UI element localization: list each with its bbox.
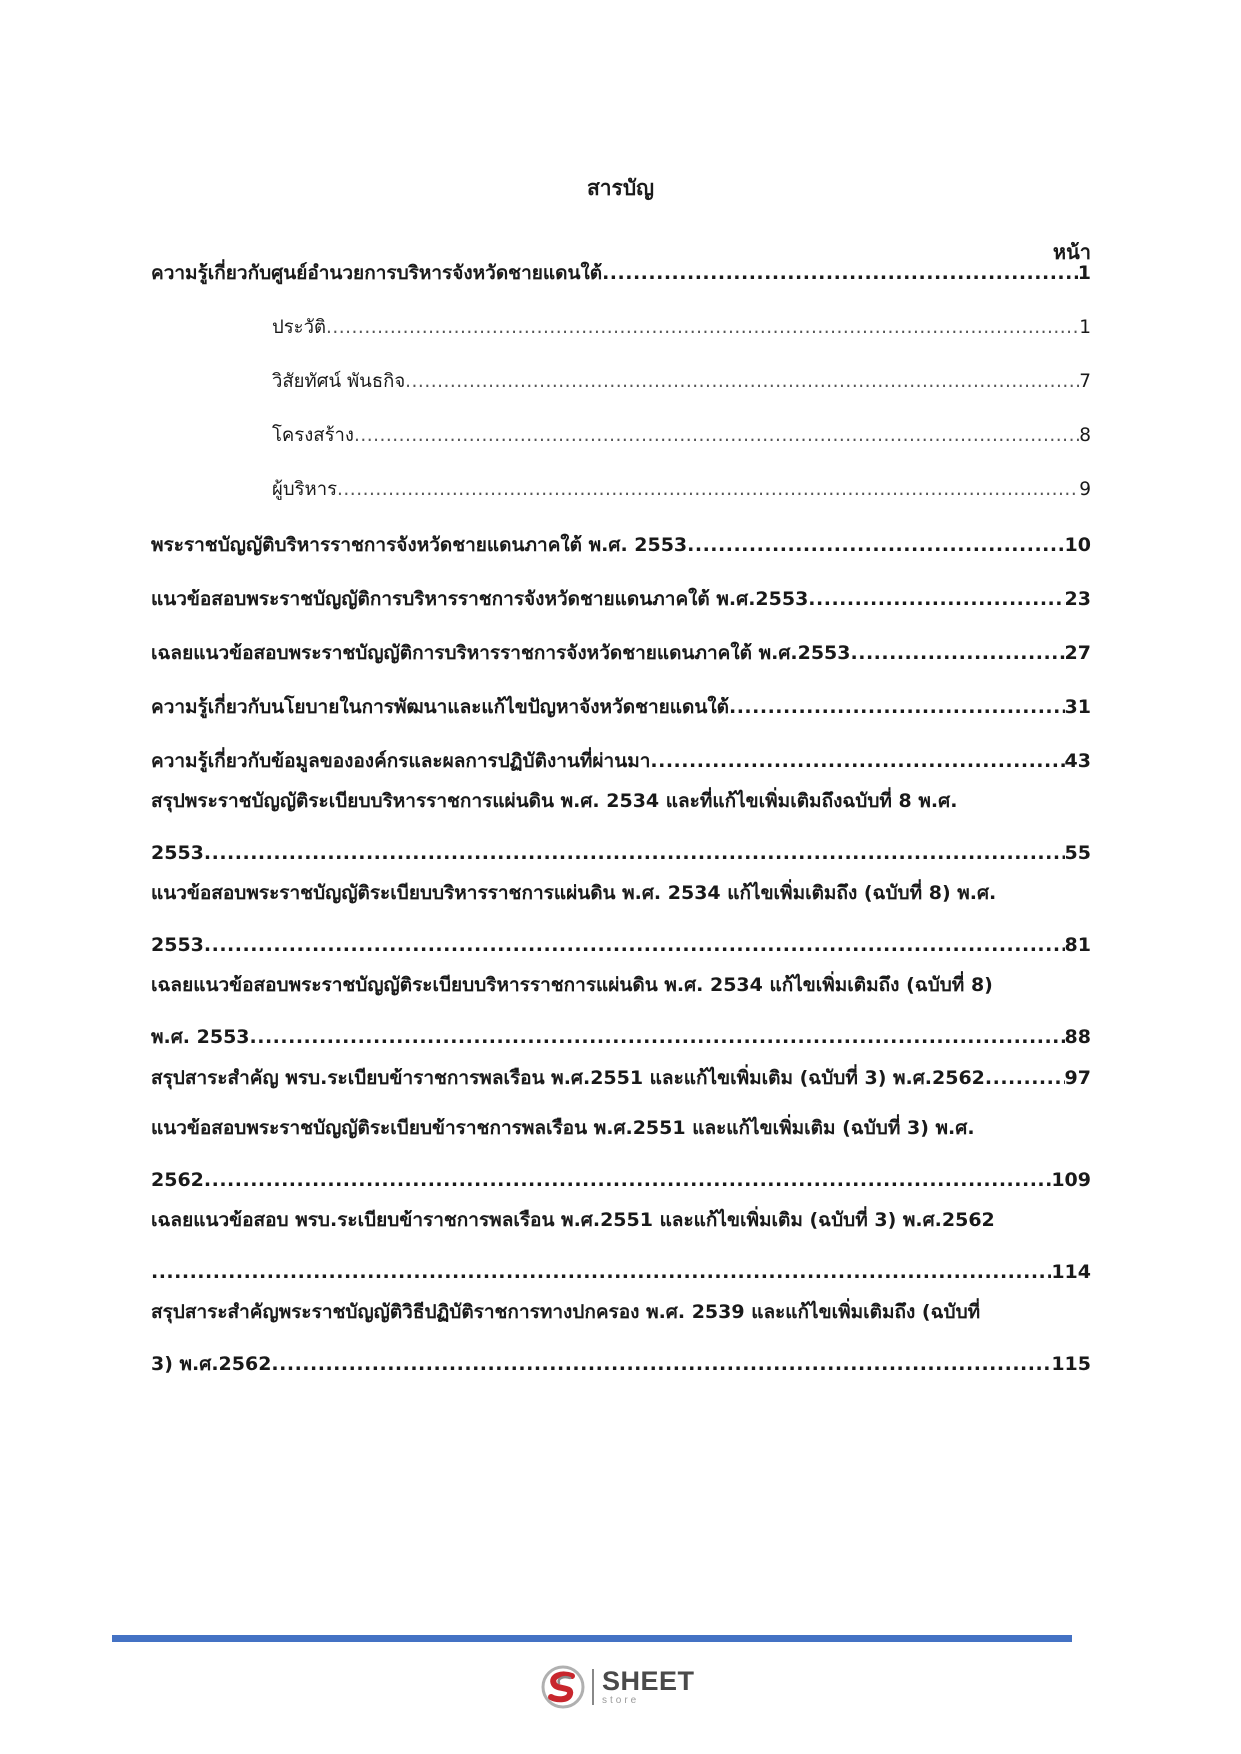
toc-entry-line (151, 930, 1091, 960)
toc-entry[interactable] (272, 313, 1091, 343)
toc-entry-line (151, 786, 1091, 816)
toc-page-number: 97 (1064, 1067, 1091, 1089)
toc-entry-text: ความรู้เกี่ยวกับศูนย์อำนวยการบริหารจังหวัดชายแดนใต้ (151, 262, 603, 284)
toc-entry-line (151, 1063, 1091, 1093)
toc-leader-dots (354, 421, 1079, 451)
logo-sub-text: store (602, 1695, 640, 1706)
logo-main-text: SHEET (602, 1666, 695, 1696)
toc-entry[interactable] (272, 367, 1091, 397)
toc-leader-dots (204, 930, 1065, 960)
toc-entry-line (272, 421, 1091, 451)
toc-entry-line (151, 1205, 1091, 1235)
toc-entry-line (151, 1113, 1091, 1143)
toc-entry-line (272, 367, 1091, 397)
toc-entry[interactable] (151, 970, 1091, 1052)
toc-page-number: 8 (1079, 425, 1091, 446)
toc-page-number: 115 (1051, 1353, 1091, 1375)
toc-entry[interactable] (151, 258, 1091, 288)
toc-leader-dots (151, 1257, 1051, 1287)
toc-leader-dots (271, 1349, 1051, 1379)
toc-entry-line (151, 638, 1091, 668)
toc-entry-text: 2562 (151, 1169, 204, 1191)
toc-leader-dots (985, 1063, 1065, 1093)
toc-entry-text: แนวข้อสอบพระราชบัญญัติระเบียบข้าราชการพลเรือน พ.ศ.2551 และแก้ไขเพิ่มเติม (ฉบับที่ 3) พ.ศ. (151, 1117, 975, 1139)
page-column-header: หน้า (1052, 240, 1091, 264)
toc-entry[interactable] (151, 786, 1091, 868)
toc-leader-dots (602, 258, 1078, 288)
toc-leader-dots (204, 1165, 1051, 1195)
toc-leader-dots (405, 367, 1079, 397)
toc-entry[interactable] (151, 692, 1091, 722)
toc-entry-line (151, 692, 1091, 722)
toc-page-number: 43 (1064, 750, 1091, 772)
toc-entry-line (151, 838, 1091, 868)
toc-entry-text: ประวัติ (272, 317, 327, 338)
toc-entry-text: เฉลยแนวข้อสอบพระราชบัญญัติระเบียบบริหารราชการแผ่นดิน พ.ศ. 2534 แก้ไขเพิ่มเติมถึง (ฉบับที่ 8) (151, 974, 993, 996)
toc-entry-text: แนวข้อสอบพระราชบัญญัติระเบียบบริหารราชการแผ่นดิน พ.ศ. 2534 แก้ไขเพิ่มเติมถึง (ฉบับที่ 8) พ.ศ. (151, 882, 997, 904)
toc-entry-text: ผู้บริหาร (272, 479, 338, 500)
toc-entry-line (151, 1349, 1091, 1379)
toc-title: สารบัญ (586, 176, 655, 200)
toc-entry-text: เฉลยแนวข้อสอบ พรบ.ระเบียบข้าราชการพลเรือน พ.ศ.2551 และแก้ไขเพิ่มเติม (ฉบับที่ 3) พ.ศ.2562 (151, 1209, 995, 1231)
toc-entry-text: 3) พ.ศ.2562 (151, 1353, 272, 1375)
toc-page-number: 109 (1051, 1169, 1091, 1191)
toc-entry-line (151, 1022, 1091, 1052)
toc-leader-dots (204, 838, 1065, 868)
toc-page-number: 1 (1077, 262, 1091, 284)
toc-entry-text: 2553 (151, 934, 204, 956)
logo-wordmark (602, 1668, 695, 1706)
toc-entry-line (151, 970, 1091, 1000)
toc-entry-line (151, 878, 1091, 908)
toc-page-number: 81 (1064, 934, 1091, 956)
toc-entry-text: เฉลยแนวข้อสอบพระราชบัญญัติการบริหารราชการจังหวัดชายแดนภาคใต้ พ.ศ.2553 (151, 642, 851, 664)
toc-page-number: 27 (1064, 642, 1091, 664)
toc-entry-line (151, 1165, 1091, 1195)
toc-page-number: 23 (1064, 588, 1091, 610)
toc-entry-text: 2553 (151, 842, 204, 864)
toc-entry[interactable] (151, 584, 1091, 614)
toc-entry[interactable] (151, 1205, 1091, 1287)
toc-entry[interactable] (151, 638, 1091, 668)
toc-leader-dots (337, 475, 1079, 505)
toc-leader-dots (687, 530, 1064, 560)
toc-entry-text: พ.ศ. 2553 (151, 1026, 250, 1048)
logo-separator (592, 1669, 594, 1705)
toc-entry-text: ความรู้เกี่ยวกับข้อมูลขององค์กรและผลการปฏิบัติงานที่ผ่านมา (151, 750, 651, 772)
toc-entry-text: วิสัยทัศน์ พันธกิจ (272, 371, 406, 392)
toc-page-number: 1 (1079, 317, 1091, 338)
toc-entry-line (151, 530, 1091, 560)
toc-entry-line (151, 258, 1091, 288)
toc-entry-line (151, 1257, 1091, 1287)
toc-leader-dots (650, 746, 1064, 776)
toc-page-number: 55 (1064, 842, 1091, 864)
toc-entry[interactable] (151, 878, 1091, 960)
toc-page-number: 9 (1079, 479, 1091, 500)
toc-entry[interactable] (151, 746, 1091, 776)
toc-entry-text: ความรู้เกี่ยวกับนโยบายในการพัฒนาและแก้ไขปัญหาจังหวัดชายแดนใต้ (151, 696, 729, 718)
toc-entry[interactable] (151, 1063, 1091, 1093)
toc-entry-line (272, 313, 1091, 343)
toc-entry-text: สรุปสาระสำคัญพระราชบัญญัติวิธีปฏิบัติราชการทางปกครอง พ.ศ. 2539 และแก้ไขเพิ่มเติมถึง (ฉบับที่ (151, 1301, 981, 1323)
toc-entry-text: แนวข้อสอบพระราชบัญญัติการบริหารราชการจังหวัดชายแดนภาคใต้ พ.ศ.2553 (151, 588, 809, 610)
toc-leader-dots (851, 638, 1065, 668)
toc-entry-text: โครงสร้าง (272, 425, 354, 446)
toc-leader-dots (326, 313, 1079, 343)
toc-page-number: 10 (1064, 534, 1091, 556)
toc-leader-dots (250, 1022, 1065, 1052)
toc-entry[interactable] (151, 1297, 1091, 1379)
toc-leader-dots (729, 692, 1065, 722)
toc-entry-line (151, 584, 1091, 614)
toc-entry-line (151, 1297, 1091, 1327)
toc-entry-line (272, 475, 1091, 505)
toc-page-number: 31 (1064, 696, 1091, 718)
toc-leader-dots (808, 584, 1064, 614)
sheet-store-logo-icon (540, 1664, 586, 1710)
toc-page-number: 7 (1079, 371, 1091, 392)
sheet-store-logo (540, 1664, 695, 1710)
toc-entry[interactable] (151, 1113, 1091, 1195)
toc-page-number: 114 (1051, 1261, 1091, 1283)
toc-entry[interactable] (272, 421, 1091, 451)
toc-entry[interactable] (151, 530, 1091, 560)
toc-page-number: 88 (1064, 1026, 1091, 1048)
footer-divider (112, 1635, 1072, 1642)
toc-entry[interactable] (272, 475, 1091, 505)
toc-entry-text: สรุปสาระสำคัญ พรบ.ระเบียบข้าราชการพลเรือน พ.ศ.2551 และแก้ไขเพิ่มเติม (ฉบับที่ 3) พ.ศ.2562 (151, 1067, 985, 1089)
toc-entry-text: สรุปพระราชบัญญัติระเบียบบริหารราชการแผ่นดิน พ.ศ. 2534 และที่แก้ไขเพิ่มเติมถึงฉบับที่ 8 พ.ศ. (151, 790, 958, 812)
toc-entry-line (151, 746, 1091, 776)
toc-entry-text: พระราชบัญญัติบริหารราชการจังหวัดชายแดนภาคใต้ พ.ศ. 2553 (151, 534, 688, 556)
